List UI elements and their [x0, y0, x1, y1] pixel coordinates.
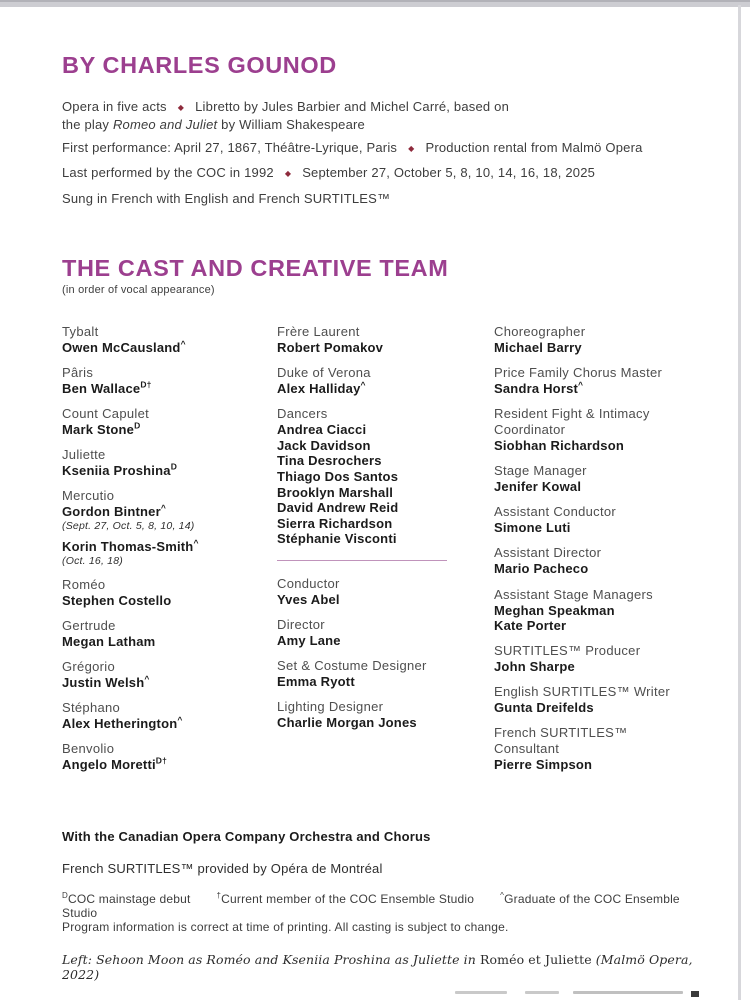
play-post-text: by William Shakespeare	[217, 117, 365, 132]
cutoff-footer-text	[455, 991, 715, 1000]
sung-in-text: Sung in French with English and French SURTITLES™	[62, 191, 391, 206]
cast-entry	[494, 725, 690, 773]
surtitles-credit: French SURTITLES™ provided by Opéra de Montréal	[62, 861, 383, 876]
performer-name: John Sharpe	[494, 659, 575, 675]
page-right-edge	[738, 5, 741, 1000]
play-pre-text: the play	[62, 117, 113, 132]
role-label: Tybalt	[62, 324, 99, 339]
role-label: Grégorio	[62, 659, 115, 675]
performer-name: Gunta Dreifelds	[494, 700, 594, 716]
performer-name: Stéphanie Visconti	[277, 531, 397, 547]
performance-dates-text: September 27, October 5, 8, 10, 14, 16, 18, 2025	[302, 165, 596, 180]
casting-disclaimer: Program information is correct at time of printing. All casting is subject to change.	[62, 920, 509, 934]
caption-part-1: Left: Sehoon Moon as Roméo and Kseniia Proshina as Juliette in	[62, 952, 481, 967]
role-label: Count Capulet	[62, 406, 150, 422]
cast-entry	[277, 699, 491, 731]
performer-name: Pierre Simpson	[494, 757, 593, 773]
last-performed-line	[62, 164, 702, 182]
footnote-mark: D	[62, 891, 68, 900]
composer-heading: BY CHARLES GOUNOD	[62, 52, 337, 78]
performer-name: Jenifer Kowal	[494, 479, 582, 495]
performer-name: Kate Porter	[494, 618, 567, 634]
cast-column-3	[494, 324, 690, 783]
role-label: Stage Manager	[494, 463, 587, 479]
page-top-edge-line	[0, 0, 750, 2]
cast-entry	[494, 504, 690, 536]
last-performed-text: Last performed by the COC in 1992	[62, 165, 274, 180]
performer-name: Alex Halliday^	[277, 379, 366, 397]
performer-name: Alex Hetherington^	[62, 715, 183, 732]
cast-heading: THE CAST AND CREATIVE TEAM	[62, 255, 449, 281]
performer-footnote-mark: ^	[578, 379, 584, 390]
photo-caption	[62, 952, 722, 982]
performer-footnote-mark: D	[134, 420, 141, 431]
performer-footnote-mark: ^	[360, 379, 366, 390]
cast-entry	[62, 488, 274, 567]
cast-entry	[62, 659, 274, 691]
role-label: SURTITLES™ Producer	[494, 643, 641, 659]
performer-footnote-mark: ^	[193, 537, 199, 548]
language-line	[62, 190, 702, 208]
performer-name: Emma Ryott	[277, 674, 355, 690]
performer-name: Mario Pacheco	[494, 561, 589, 577]
role-label: Resident Fight & Intimacy Coordinator	[494, 406, 650, 438]
performance-dates-note: (Sept. 27, Oct. 5, 8, 10, 14)	[62, 519, 195, 532]
performer-name: Stephen Costello	[62, 593, 172, 609]
cast-entry	[494, 545, 690, 577]
diamond-bullet-icon: ◆	[177, 102, 185, 112]
performer-name: Mark Stone$^D$	[62, 420, 141, 438]
opera-acts-text: Opera in five acts	[62, 99, 167, 114]
cast-column-2	[277, 324, 491, 740]
cast-entry	[277, 324, 491, 356]
performer-name: Amy Lane	[277, 633, 341, 649]
role-label: Duke of Verona	[277, 365, 371, 381]
role-label: Dancers	[277, 406, 328, 422]
role-label: Frère Laurent	[277, 324, 360, 339]
performer-name: Angelo Moretti$^{D\dagger}$	[62, 756, 168, 773]
performer-name: Megan Latham	[62, 634, 156, 650]
cast-entry	[62, 324, 274, 356]
cast-entry	[62, 700, 274, 732]
cast-entry	[277, 617, 491, 649]
cast-entry	[62, 365, 274, 397]
performer-name: Simone Luti	[494, 520, 571, 536]
performer-name: Owen McCausland^	[62, 338, 186, 355]
cast-entry	[494, 365, 690, 397]
libretto-text: Libretto by Jules Barbier and Michel Carré, based on	[195, 99, 510, 114]
cast-entry	[62, 577, 274, 609]
role-label: Lighting Designer	[277, 699, 384, 715]
performer-footnote-mark: ^	[180, 338, 186, 349]
performer-name: David Andrew Reid	[277, 500, 399, 516]
footnote-mark: †	[216, 891, 222, 900]
role-label: Benvolio	[62, 741, 115, 757]
performer-name: Kseniia Proshina$^D$	[62, 461, 178, 479]
caption-part-2: (Malmö Opera, 2022)	[62, 952, 693, 982]
cast-entry	[62, 447, 274, 479]
role-label: Assistant Director	[494, 545, 602, 561]
performer-footnote-mark: D	[170, 461, 178, 472]
performer-footnote-mark: ^	[144, 673, 150, 684]
performer-footnote-mark: D†	[140, 379, 152, 390]
role-label: Mercutio	[62, 488, 115, 504]
first-performance-line	[62, 139, 702, 157]
performer-footnote-mark: ^	[160, 503, 167, 514]
role-label: Conductor	[277, 575, 340, 591]
role-label: Roméo	[62, 577, 106, 593]
footnote-item: ^Graduate of the COC Ensemble Studio	[62, 891, 680, 920]
performer-name: Thiago Dos Santos	[277, 468, 399, 484]
cast-entry	[494, 684, 690, 716]
footnote-legend	[62, 891, 722, 934]
orchestra-credit: With the Canadian Opera Company Orchestra and Chorus	[62, 829, 431, 844]
role-label: French SURTITLES™ Consultant	[494, 725, 628, 757]
performer-name: Ben Wallace$^{D\dagger}$	[62, 379, 152, 397]
role-label: Stéphano	[62, 700, 121, 716]
diamond-bullet-icon: ◆	[408, 143, 415, 153]
performer-name: Charlie Morgan Jones	[277, 715, 417, 731]
performer-name: Jack Davidson	[277, 437, 371, 453]
role-label: Set & Costume Designer	[277, 658, 427, 674]
performer-name: Siobhan Richardson	[494, 438, 625, 454]
performer-name: Sandra Horst^	[494, 379, 584, 397]
footnote-item: $^D$COC mainstage debut	[62, 891, 191, 906]
cast-entry	[62, 741, 274, 773]
performer-name: Gordon Bintner^	[62, 503, 167, 520]
footnote-item: †Current member of the COC Ensemble Studio	[216, 891, 475, 906]
performer-name: Sierra Richardson	[277, 515, 393, 531]
performer-name: Tina Desrochers	[277, 453, 382, 469]
performance-dates-note: (Oct. 16, 18)	[62, 554, 123, 567]
cast-entry	[494, 406, 690, 454]
performer-name: Meghan Speakman	[494, 602, 615, 618]
opera-description	[62, 98, 702, 134]
cast-entry	[62, 618, 274, 650]
role-label: Assistant Conductor	[494, 504, 617, 520]
production-rental-text: Production rental from Malmö Opera	[425, 140, 643, 155]
cast-entry	[494, 324, 690, 356]
cast-entry	[494, 463, 690, 495]
diamond-bullet-icon: ◆	[284, 168, 292, 178]
first-performance-text: First performance: April 27, 1867, Théâtre-Lyrique, Paris	[62, 140, 398, 155]
role-label: Choreographer	[494, 324, 586, 339]
cast-subheading: (in order of vocal appearance)	[62, 284, 215, 296]
performer-footnote-mark: ^	[177, 715, 183, 726]
performer-name: Justin Welsh^	[62, 673, 150, 691]
role-label: Assistant Stage Managers	[494, 586, 653, 602]
cast-entry	[494, 587, 690, 634]
footnote-mark: ^	[500, 891, 505, 900]
cast-entry	[277, 576, 491, 608]
caption-opera-title: Roméo et Juliette	[480, 952, 596, 967]
cast-entry	[494, 643, 690, 675]
role-label: Gertrude	[62, 618, 116, 634]
cast-entry	[277, 658, 491, 690]
performer-name: Korin Thomas-Smith^	[62, 537, 199, 554]
role-label: Juliette	[62, 447, 106, 463]
cast-entry	[277, 406, 491, 547]
cast-column-1	[62, 324, 274, 783]
performer-name: Brooklyn Marshall	[277, 484, 394, 500]
cast-entry	[277, 365, 491, 397]
role-label: English SURTITLES™ Writer	[494, 684, 671, 700]
performer-footnote-mark: D†	[155, 756, 168, 767]
role-label: Pâris	[62, 365, 94, 381]
performer-name: Yves Abel	[277, 591, 340, 607]
cast-creative-divider	[277, 560, 447, 561]
cast-entry	[62, 406, 274, 438]
role-label: Director	[277, 617, 325, 633]
play-title-text: Romeo and Juliet	[112, 117, 218, 132]
performer-name: Andrea Ciacci	[277, 422, 367, 438]
performer-name: Michael Barry	[494, 340, 582, 355]
role-label: Price Family Chorus Master	[494, 365, 663, 381]
performer-name: Robert Pomakov	[277, 340, 384, 355]
